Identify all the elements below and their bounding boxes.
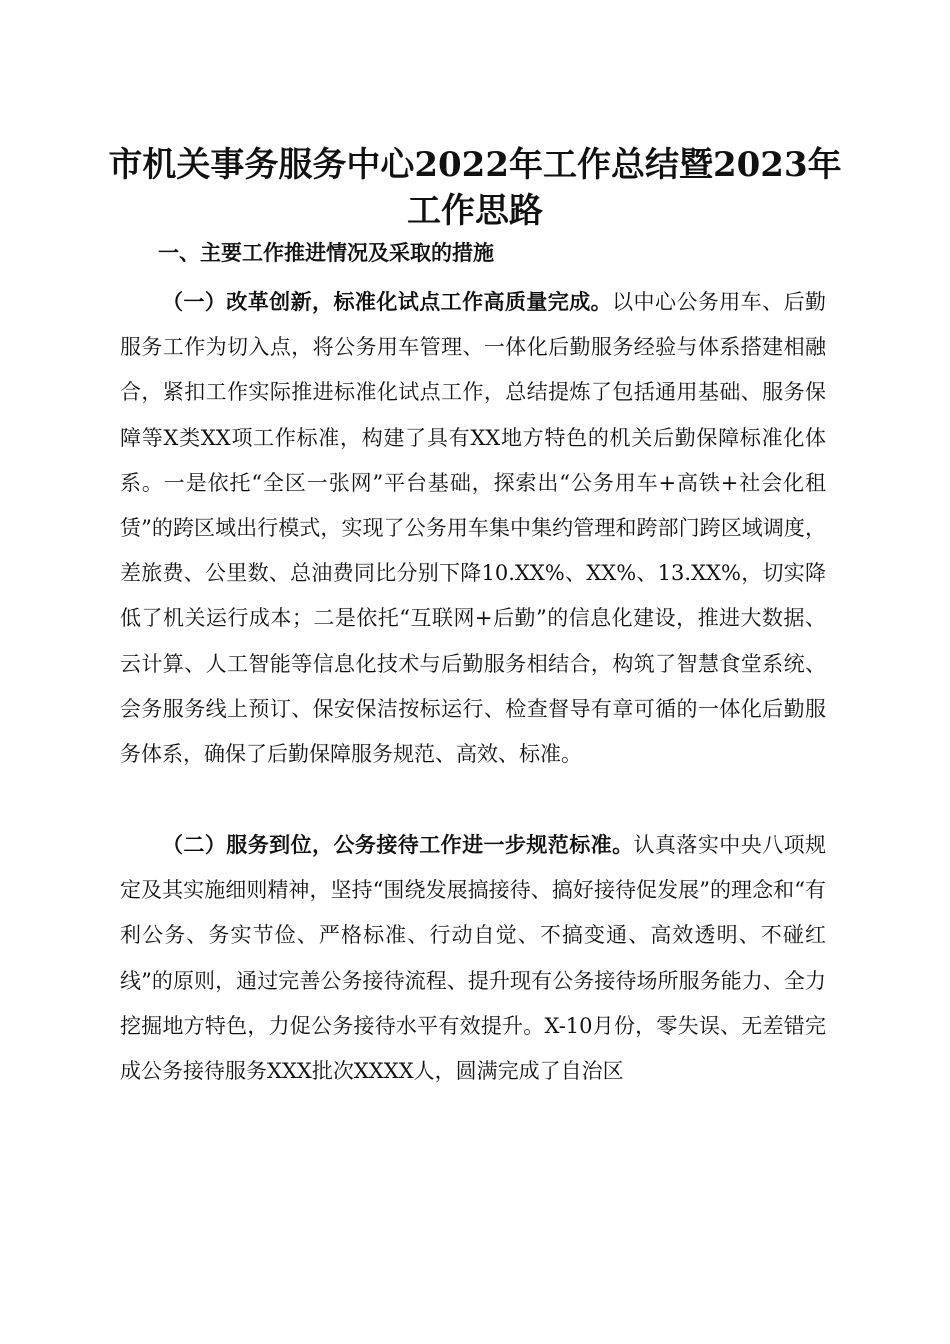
section-heading: 一、主要工作推进情况及采取的措施 <box>158 241 494 265</box>
paragraph-reception <box>120 823 826 1094</box>
paragraph-text: 认真落实中央八项规定及其实施细则精神，坚持“围绕发展搞接待、搞好接待促发展”的理念和“有利公务、务实节俭、严格标准、行动自觉、不搞变通、高效透明、不碰红线”的原则，通过完善公务接待流程、提升现有公务接待场所服务能力、全力挖掘地方特色，力促公务接待水平有效提升。X-10月份，零失误、无差错完成公务接待服务XXX批次XXXX人，圆满完成了自治区 <box>120 833 826 1084</box>
paragraph-text: 以中心公务用车、后勤服务工作为切入点，将公务用车管理、一体化后勤服务经验与体系搭建相融合，紧扣工作实际推进标准化试点工作，总结提炼了包括通用基础、服务保障等X类XX项工作标准，构建了具有XX地方特色的机关后勤保障标准化体系。一是依托“全区一张网”平台基础，探索出“公务用车+高铁+社会化租赁”的跨区域出行模式，实现了公务用车集中集约管理和跨部门跨区域调度，差旅费、公里数、总油费同比分别下降10.XX%、XX%、13.XX%，切实降低了机关运行成本；二是依托“互联网+后勤”的信息化建设，推进大数据、云计算、人工智能等信息化技术与后勤服务相结合，构筑了智慧食堂系统、会务服务线上预订、保安保洁按标运行、检查督导有章可循的一体化后勤服务体系，确保了后勤保障服务规范、高效、标准。 <box>120 290 827 767</box>
paragraph-lead: （二）服务到位，公务接待工作进一步规范标准。 <box>162 833 634 857</box>
paragraph-reform <box>120 280 826 777</box>
paragraph-lead: （一）改革创新，标准化试点工作高质量完成。 <box>162 290 613 314</box>
document-title: 市机关事务服务中心2022年工作总结暨2023年工作思路 <box>108 145 842 231</box>
